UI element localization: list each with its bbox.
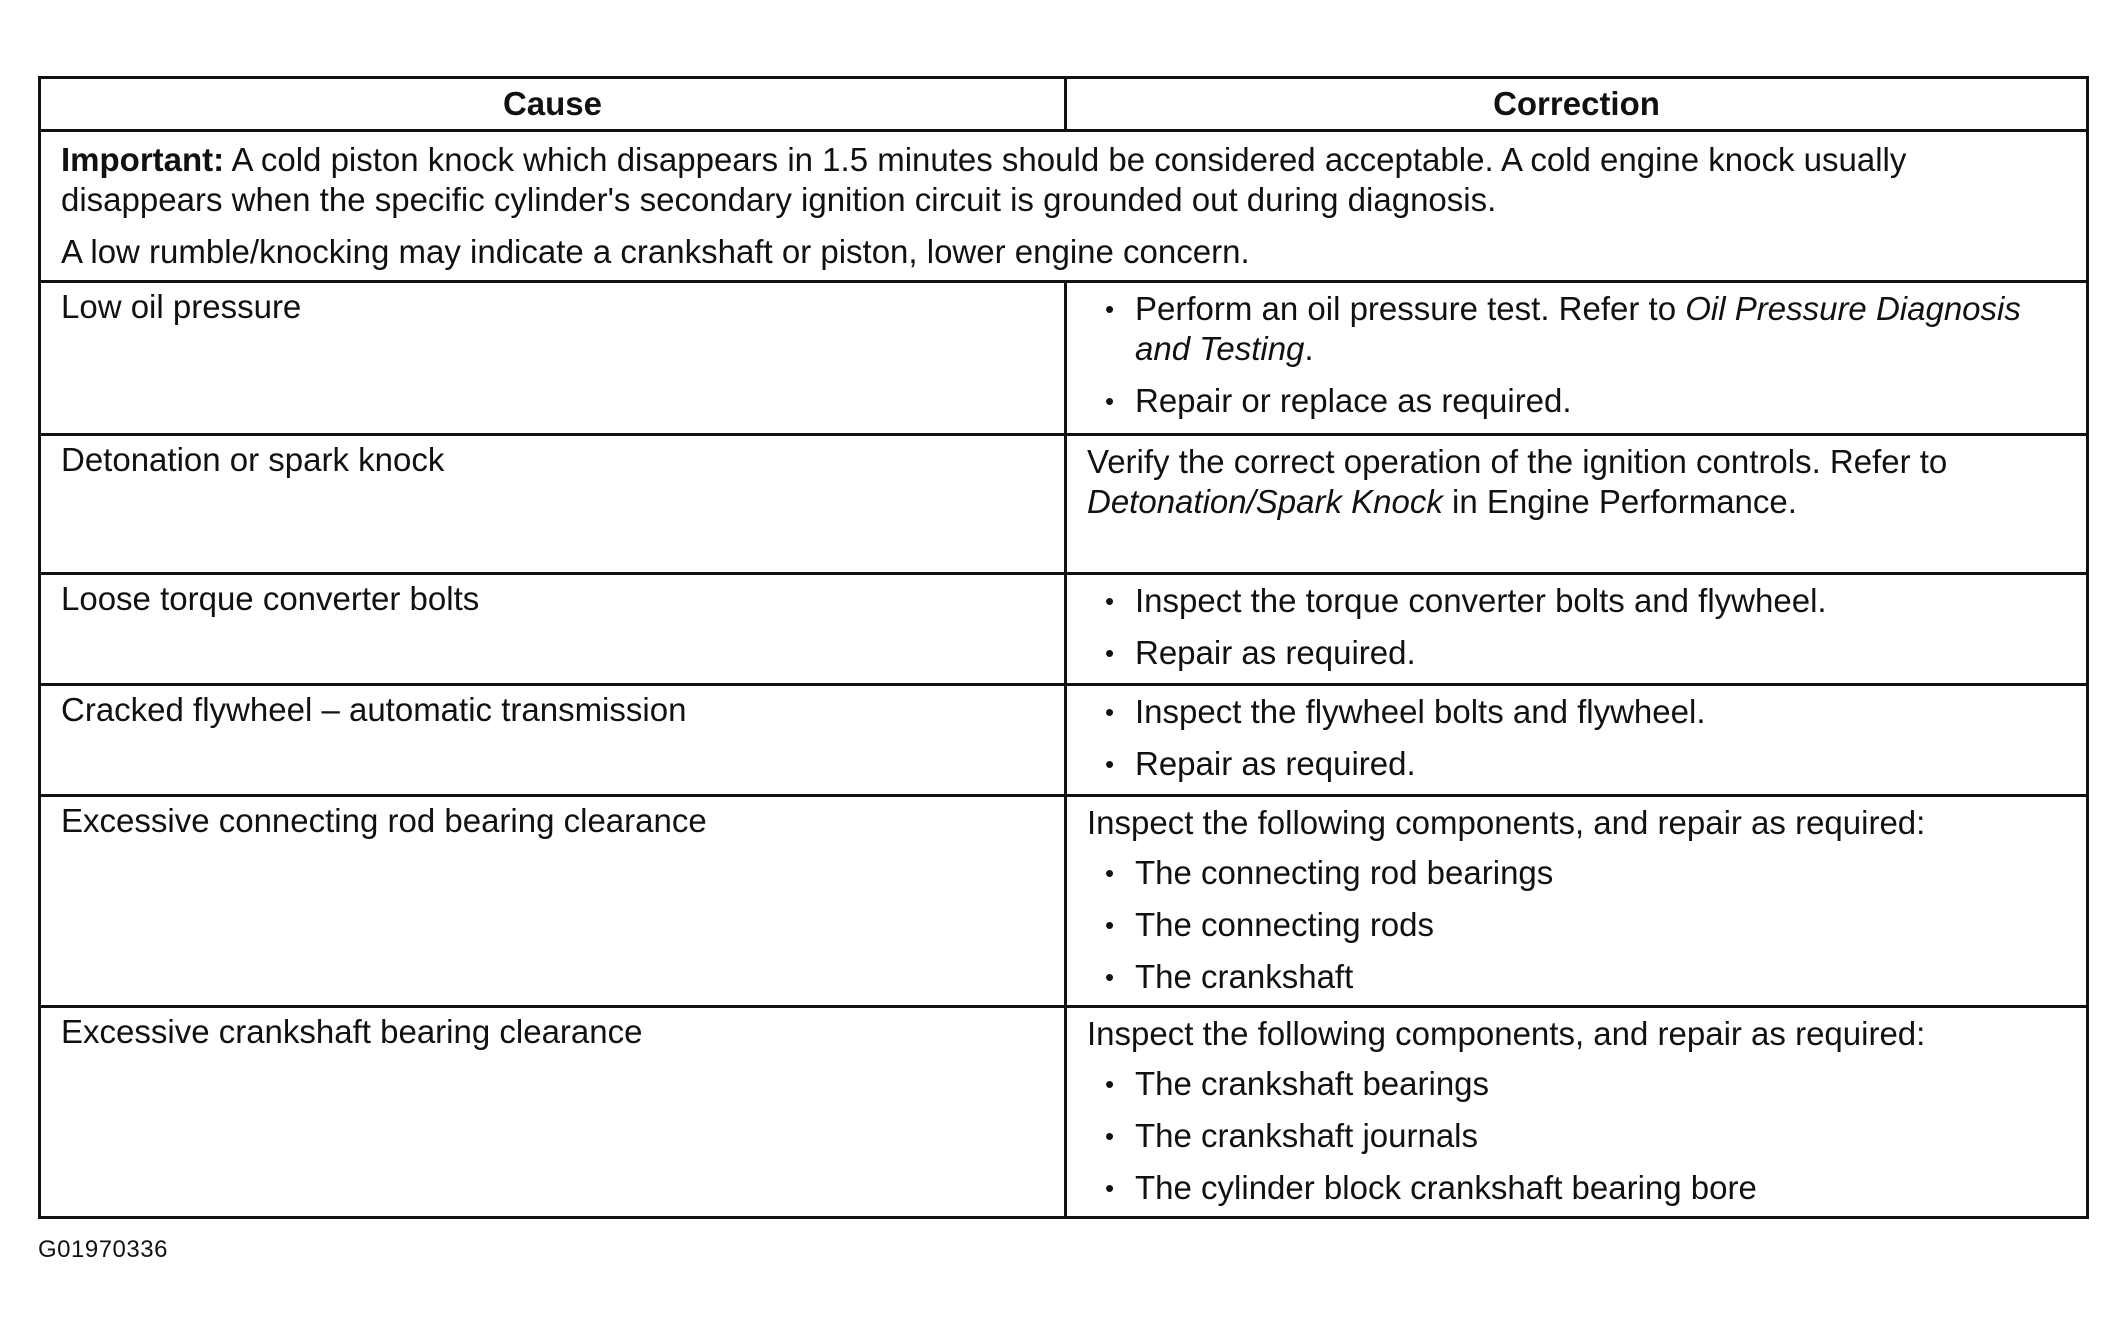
bullet-icon: • [1105, 1173, 1115, 1203]
bullet-icon: • [1105, 962, 1115, 992]
bullet-text: Repair or replace as required. [1135, 382, 1572, 419]
bullet-text: Repair as required. [1135, 745, 1416, 782]
bullet-text: The crankshaft journals [1135, 1117, 1479, 1154]
correction-list [1087, 289, 2066, 421]
bullet-text: The crankshaft bearings [1135, 1065, 1490, 1102]
bullet-icon: • [1105, 697, 1115, 727]
list-item [1105, 957, 2066, 997]
correction-list [1087, 1064, 2066, 1208]
list-item [1105, 744, 2066, 784]
correction-paragraph [1087, 442, 2066, 522]
table-header-row [40, 78, 2088, 131]
cause-cell: Cracked flywheel – automatic transmission [40, 685, 1066, 796]
correction-cell [1066, 796, 2088, 1007]
correction-cell [1066, 574, 2088, 685]
bullet-text: The crankshaft [1135, 958, 1354, 995]
header-cause: Cause [40, 78, 1066, 131]
list-item [1105, 289, 2066, 369]
correction-cell [1066, 685, 2088, 796]
correction-intro: Inspect the following components, and repair as required: [1087, 804, 1926, 841]
bullet-text: Inspect the flywheel bolts and flywheel. [1135, 693, 1706, 730]
table-row [40, 435, 2088, 574]
correction-text-end: in Engine Performance. [1442, 483, 1797, 520]
bullet-text: The cylinder block crankshaft bearing bore [1135, 1169, 1757, 1206]
correction-cell [1066, 282, 2088, 435]
important-note-cell [40, 131, 2088, 282]
bullet-icon: • [1105, 1121, 1115, 1151]
important-text: A cold piston knock which disappears in 1.5 minutes should be considered acceptable. A cold engine knock usually disappears when the specific cylinder's secondary ignition circuit is grounded out during diagnosis. [61, 141, 1907, 218]
list-item [1105, 381, 2066, 421]
table-row [40, 685, 2088, 796]
correction-text: Verify the correct operation of the ignition controls. Refer to [1087, 443, 1948, 480]
correction-cell [1066, 1007, 2088, 1218]
bullet-icon: • [1105, 910, 1115, 940]
table-row [40, 796, 2088, 1007]
cause-cell: Detonation or spark knock [40, 435, 1066, 574]
bullet-icon: • [1105, 749, 1115, 779]
bullet-icon: • [1105, 858, 1115, 888]
bullet-icon: • [1105, 638, 1115, 668]
bullet-text: The connecting rod bearings [1135, 854, 1554, 891]
correction-list [1087, 853, 2066, 997]
bullet-icon: • [1105, 586, 1115, 616]
important-label: Important: [61, 141, 225, 178]
header-correction: Correction [1066, 78, 2088, 131]
list-item [1105, 1116, 2066, 1156]
bullet-text: The connecting rods [1135, 906, 1435, 943]
bullet-text-end: . [1304, 330, 1314, 367]
list-item [1105, 853, 2066, 893]
figure-id-label: G01970336 [38, 1236, 168, 1263]
list-item [1105, 633, 2066, 673]
bullet-icon: • [1105, 1069, 1115, 1099]
bullet-text: Inspect the torque converter bolts and flywheel. [1135, 582, 1827, 619]
important-paragraph [61, 140, 2066, 220]
reference-link-text: Detonation/Spark Knock [1087, 483, 1443, 520]
bullet-icon: • [1105, 386, 1115, 416]
important-row [40, 131, 2088, 282]
list-item [1105, 905, 2066, 945]
correction-list [1087, 692, 2066, 784]
cause-cell: Loose torque converter bolts [40, 574, 1066, 685]
table-row [40, 282, 2088, 435]
table-row [40, 574, 2088, 685]
diagnosis-table [38, 76, 2089, 1219]
reference-link-text: Oil Pressure Diagnosis and Testing [1135, 290, 2021, 367]
important-note: A low rumble/knocking may indicate a crankshaft or piston, lower engine concern. [61, 233, 1250, 270]
bullet-icon: • [1105, 294, 1115, 324]
cause-cell: Excessive crankshaft bearing clearance [40, 1007, 1066, 1218]
list-item [1105, 1168, 2066, 1208]
bullet-text: Perform an oil pressure test. Refer to [1135, 290, 1686, 327]
cause-cell: Low oil pressure [40, 282, 1066, 435]
list-item [1105, 692, 2066, 732]
list-item [1105, 581, 2066, 621]
bullet-text: Repair as required. [1135, 634, 1416, 671]
cause-cell: Excessive connecting rod bearing clearance [40, 796, 1066, 1007]
table-row [40, 1007, 2088, 1218]
list-item [1105, 1064, 2066, 1104]
correction-intro: Inspect the following components, and repair as required: [1087, 1015, 1926, 1052]
correction-cell [1066, 435, 2088, 574]
correction-list [1087, 581, 2066, 673]
